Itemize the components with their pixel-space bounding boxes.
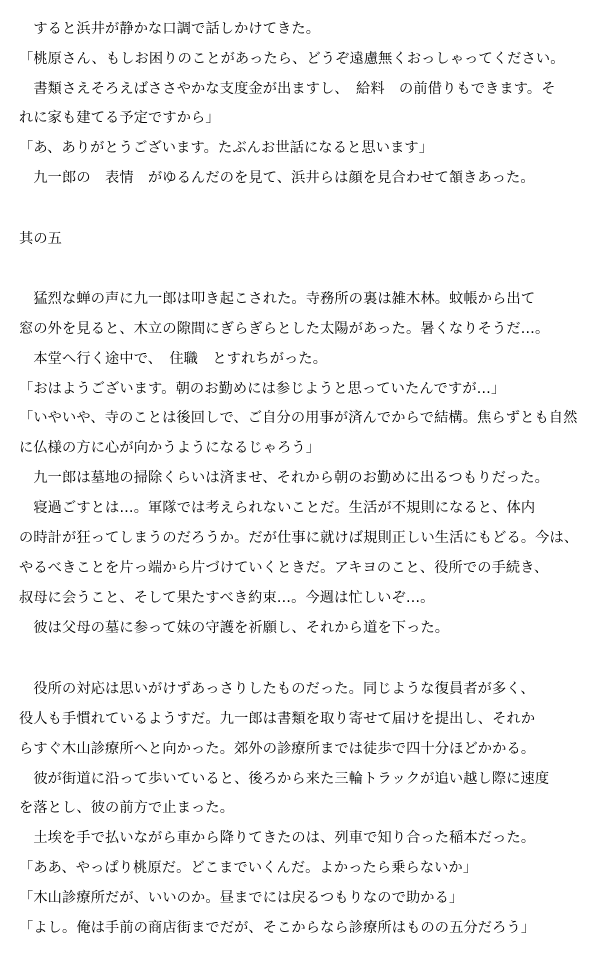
text-line: 役所の対応は思いがけずあっさりしたものだった。同じような復員者が多く、	[19, 681, 535, 697]
text-line: に仏様の方に心が向かうようになるじゃろう」	[19, 440, 321, 456]
text-line: 彼は父母の墓に参って妹の守護を祈願し、それから道を下った。	[19, 620, 450, 636]
text-line: 寝過ごすとは…。軍隊では考えられないことだ。生活が不規則になると、体内	[19, 500, 536, 516]
text-line: れに家も建てる予定ですから」	[19, 110, 220, 126]
text-line: らすぐ木山診療所へと向かった。郊外の診療所までは徒歩で四十分ほどかかる。	[19, 741, 536, 757]
text-line: 「おはようございます。朝のお勤めには参じようと思っていたんですが…」	[19, 381, 506, 397]
text-line: 叔母に会うこと、そして果たすべき約束…。今週は忙しいぞ…。	[19, 590, 435, 606]
text-line: 「木山診療所だが、いいのか。昼までには戻るつもりなので助かる」	[19, 890, 464, 906]
text-line: 土埃を手で払いながら車から降りてきたのは、列車で知り合った稲本だった。	[19, 830, 536, 846]
text-line: 書類さえそろえばささやかな支度金が出ますし、 給料 の前借りもできます。そ	[19, 81, 556, 97]
text-line: 「ああ、やっぱり桃原だ。どこまでいくんだ。よかったら乗らないか」	[19, 860, 478, 876]
text-line: 「桃原さん、もしお困りのことがあったら、どうぞ遠慮無くおっしゃってください。	[19, 51, 565, 67]
section-heading: 其の五	[19, 231, 63, 247]
text-line: 役人も手慣れているようすだ。九一郎は書類を取り寄せて届けを提出し、それか	[19, 711, 536, 727]
text-line: すると浜井が静かな口調で話しかけてきた。	[19, 21, 321, 37]
text-line: 本堂へ行く途中で、 住職 とすれちがった。	[19, 351, 328, 367]
text-line: 九一郎は墓地の掃除くらいは済ませ、それから朝のお勤めに出るつもりだった。	[19, 470, 549, 486]
text-line: やるべきことを片っ端から片づけていくときだ。アキヨのこと、役所での手続き、	[19, 560, 549, 576]
text-line: を落とし、彼の前方で止まった。	[19, 800, 235, 816]
text-line: 彼が街道に沿って歩いていると、後ろから来た三輪トラックが追い越し際に速度	[19, 771, 550, 787]
text-line: 「よし。俺は手前の商店街までだが、そこからなら診療所はものの五分だろう」	[19, 920, 536, 936]
text-line: 猛烈な蝉の声に九一郎は叩き起こされた。寺務所の裏は雑木林。蚊帳から出て	[19, 291, 536, 307]
text-line: 九一郎の 表情 がゆるんだのを見て、浜井らは顔を見合わせて頷きあった。	[19, 170, 535, 186]
text-line: 窓の外を見ると、木立の隙間にぎらぎらとした太陽があった。暑くなりそうだ…。	[19, 321, 550, 337]
text-line: 「いやいや、寺のことは後回しで、ご自分の用事が済んでからで結構。焦らずとも自然	[19, 410, 578, 426]
text-line: の時計が狂ってしまうのだろうか。だが仕事に就けば規則正しい生活にもどる。今は、	[19, 530, 579, 546]
text-line: 「あ、ありがとうございます。たぶんお世話になると思います」	[19, 140, 434, 156]
